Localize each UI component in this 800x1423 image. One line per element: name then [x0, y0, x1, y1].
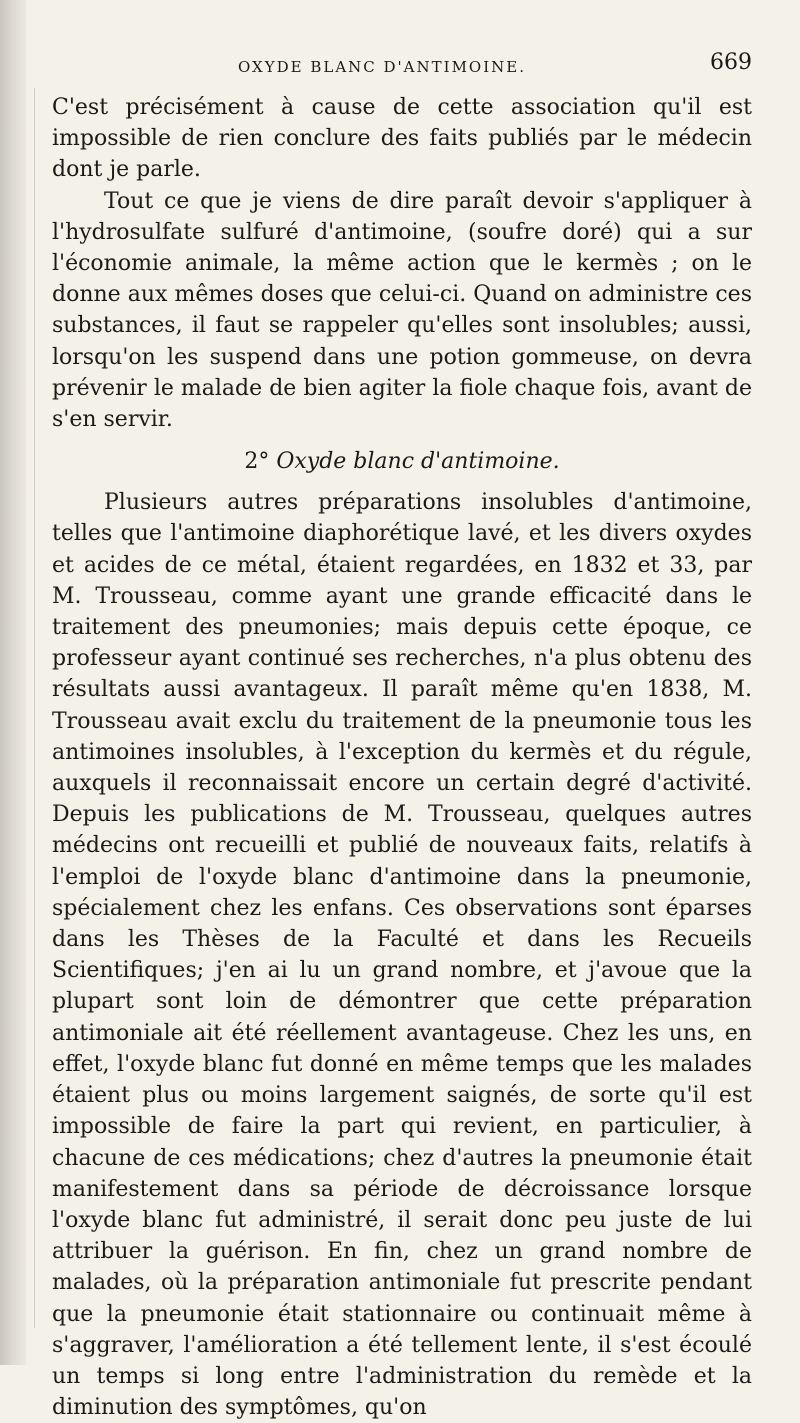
section-title: Oxyde blanc d'antimoine. [276, 449, 560, 475]
paragraph-continuation: C'est précisément à cause de cette association qu'il est impossible de rien conclure des faits publiés par le médecin dont je parle. [52, 95, 752, 183]
section-heading [52, 445, 752, 479]
binding-crease-line [34, 88, 35, 1328]
body-text [52, 92, 752, 1423]
section-number: 2° [244, 449, 270, 475]
running-head [52, 50, 752, 86]
paragraph-hydrosulfate: Tout ce que je viens de dire paraît devoir s'appliquer à l'hydrosulfate sulfuré d'antimoine, (soufre doré) qui a sur l'économie animale, la même action que le kermès ; on le donne aux mêmes doses que celui-ci. Quand on administre ces substances, il faut se rappeler qu'elles sont insolubles; aussi, lorsqu'on les suspend dans une potion gommeuse, on devra prévenir le malade de bien agiter la fiole chaque fois, avant de s'en servir. [52, 188, 752, 433]
running-title: OXYDE BLANC D'ANTIMOINE. [237, 58, 526, 76]
page-number: 669 [710, 50, 752, 75]
book-page [52, 0, 752, 1423]
binding-gutter-shadow [0, 0, 26, 1365]
paragraph-oxyde-blanc: Plusieurs autres préparations insolubles d'antimoine, telles que l'antimoine diaphorétique lavé, et les divers oxydes et acides de ce métal, étaient regardées, en 1832 et 33, par M. Trousseau, comme ayant une grande efficacité dans le traitement des pneumonies; mais depuis cette époque, ce professeur ayant continué ses recherches, n'a plus obtenu des résultats aussi avantageux. Il paraît même qu'en 1838, M. Trousseau avait exclu du traitement de la pneumonie tous les antimoines insolubles, à l'exception du kermès et du régule, auxquels il reconnaissait encore un certain degré d'activité. Depuis les publications de M. Trousseau, quelques autres médecins ont recueilli et publié de nouveaux faits, relatifs à l'emploi de l'oxyde blanc d'antimoine dans la pneumonie, spécialement chez les enfans. Ces observations sont éparses dans les Thèses de la Faculté et dans les Recueils Scientifiques; j'en ai lu un grand nombre, et j'avoue que la plupart sont loin de démontrer que cette préparation antimoniale ait été réellement avantageuse. Chez les uns, en effet, l'oxyde blanc fut donné en même temps que les malades étaient plus ou moins largement saignés, de sorte qu'il est impossible de faire la part qui revient, en particulier, à chacune de ces médications; chez d'autres la pneumonie était manifestement dans sa période de décroissance lorsque l'oxyde blanc fut administré, il serait donc peu juste de lui attribuer la guérison. En fin, chez un grand nombre de malades, où la préparation antimoniale fut prescrite pendant que la pneumonie était stationnaire ou continuait même à s'aggraver, l'amélioration a été tellement lente, il s'est écoulé un temps si long entre l'administration du remède et la diminution des symptômes, qu'on [52, 490, 752, 1421]
